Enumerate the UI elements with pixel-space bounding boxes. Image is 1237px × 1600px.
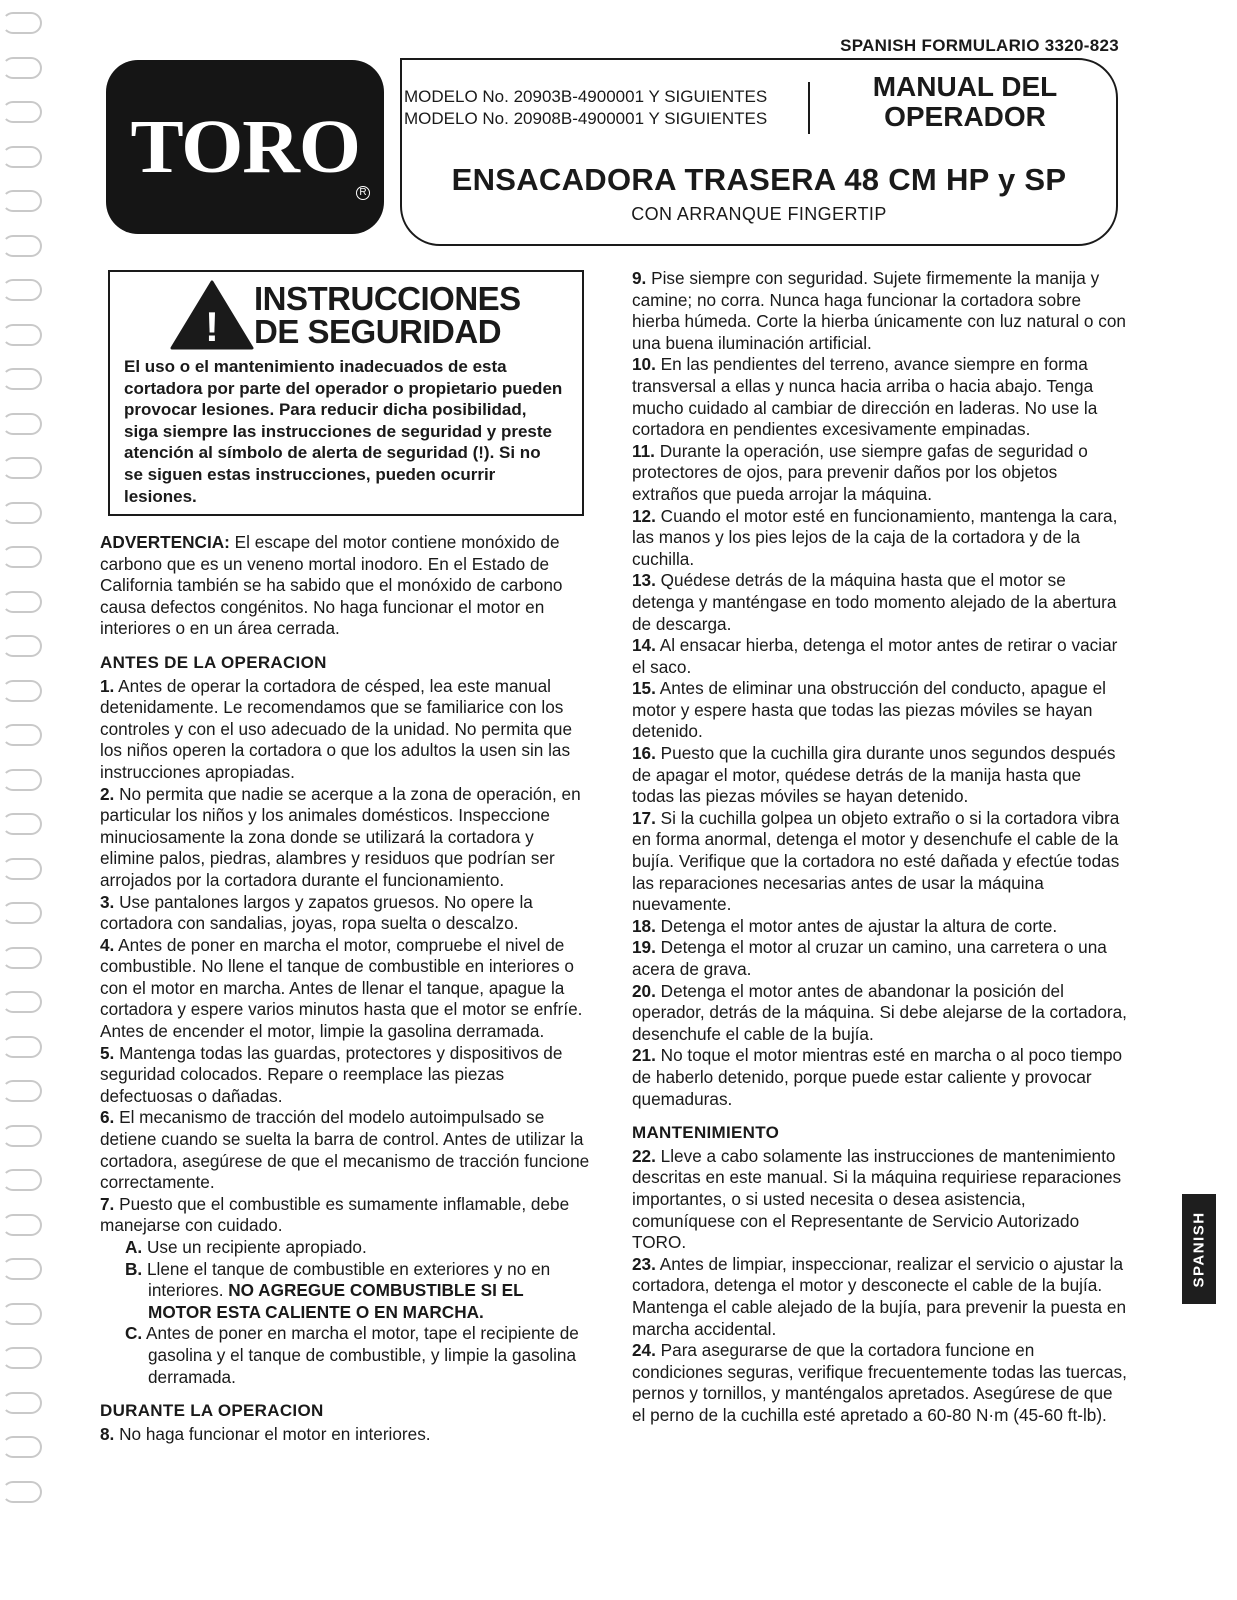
item-text: Lleve a cabo solamente las instrucciones de mantenimiento descritas en este manual. Si la máquina requiriese reparaciones importantes, o si usted necesita o desea asistencia, comuníquese con el Representante de Servicio Autorizado TORO. <box>632 1145 1122 1253</box>
item-number: 21. <box>632 1045 656 1066</box>
item-number: 23. <box>632 1253 656 1274</box>
warning-triangle-icon <box>170 280 254 350</box>
item-5 <box>100 1043 590 1108</box>
item-number: 3. <box>100 891 115 912</box>
item-12 <box>632 506 1127 571</box>
safety-title-line-1: INSTRUCCIONES <box>254 280 521 317</box>
item-2 <box>100 784 590 892</box>
item-21 <box>632 1045 1127 1110</box>
binding-hole <box>2 858 42 880</box>
toro-logo <box>106 60 384 234</box>
item-6 <box>100 1107 590 1193</box>
item-number: 8. <box>100 1423 115 1444</box>
item-number: 10. <box>632 354 656 375</box>
binding-hole <box>2 324 42 346</box>
section-heading-during: DURANTE LA OPERACION <box>100 1401 324 1421</box>
item-17 <box>632 808 1127 916</box>
item-14 <box>632 635 1127 678</box>
item-4 <box>100 935 590 1043</box>
item-number: 15. <box>632 678 656 699</box>
binding-hole <box>2 1080 42 1102</box>
item-text: Antes de eliminar una obstrucción del conducto, apague el motor y espere hasta que todas las piezas móviles se hayan detenido. <box>632 678 1106 742</box>
binding-hole <box>2 457 42 479</box>
item-text: No toque el motor mientras esté en marcha o al poco tiempo de haberlo detenido, porque puede estar caliente y provocar quemaduras. <box>632 1045 1123 1109</box>
right-column <box>632 268 1127 1426</box>
item-text: Cuando el motor esté en funcionamiento, mantenga la cara, las manos y los pies lejos de la caja de la cortadora y de la cuchilla. <box>632 505 1118 569</box>
item-number: 17. <box>632 807 656 828</box>
item-text: Durante la operación, use siempre gafas de seguridad o protectores de ojos, para prevenir daños por los objetos extraños que pueda arrojar la máquina. <box>632 440 1088 504</box>
binding-hole <box>2 1036 42 1058</box>
item-text: Mantenga todas las guardas, protectores y dispositivos de seguridad colocados. Repare o reemplace las piezas defectuosas o dañadas. <box>100 1042 563 1106</box>
language-tab <box>1182 1194 1216 1304</box>
item-9 <box>632 268 1127 354</box>
header-box <box>400 58 1118 246</box>
item-number: 1. <box>100 675 115 696</box>
item-letter: B. <box>125 1258 143 1279</box>
manual-title-line-2: OPERADOR <box>884 101 1046 132</box>
binding-hole <box>2 368 42 390</box>
binding-hole <box>2 769 42 791</box>
safety-text: El uso o el mantenimiento inadecuados de esta cortadora por parte del operador o propietario pueden provocar lesiones. Para reducir dicha posibilidad, siga siempre las instrucciones de seguridad y preste atención al símbolo de alerta de seguridad (!). Si no se siguen estas instrucciones, pueden ocurrir lesiones. <box>124 357 563 506</box>
item-text: Antes de operar la cortadora de césped, lea este manual detenidamente. Le recomendamos que se familiarice con los controles y con el uso adecuado de la unidad. No permita que los niños operen la cortadora o que los adultos la usen sin las instrucciones apropiadas. <box>100 675 573 782</box>
binding-holes <box>0 0 50 1600</box>
safety-title-line-2: DE SEGURIDAD <box>254 313 502 350</box>
binding-hole <box>2 146 42 168</box>
manual-title <box>812 72 1118 132</box>
binding-hole <box>2 991 42 1013</box>
item-16 <box>632 743 1127 808</box>
item-18 <box>632 916 1127 938</box>
item-text: Puesto que el combustible es sumamente inflamable, debe manejarse con cuidado. <box>100 1193 570 1236</box>
binding-hole <box>2 1392 42 1414</box>
model-line-1: MODELO No. 20903B-4900001 Y SIGUIENTES <box>404 87 768 106</box>
binding-hole <box>2 1481 42 1503</box>
safety-instructions-box <box>108 270 584 516</box>
item-24 <box>632 1340 1127 1426</box>
item-number: 20. <box>632 980 656 1001</box>
product-title: ENSACADORA TRASERA 48 CM HP y SP <box>451 162 1067 197</box>
item-text: Quédese detrás de la máquina hasta que el motor se detenga y manténgase en todo momento alejado de la abertura de descarga. <box>632 570 1117 634</box>
item-number: 12. <box>632 505 656 526</box>
model-line-2: MODELO No. 20908B-4900001 Y SIGUIENTES <box>404 109 768 128</box>
binding-hole <box>2 680 42 702</box>
binding-hole <box>2 1303 42 1325</box>
model-numbers <box>402 82 810 134</box>
item-7b <box>100 1259 590 1324</box>
binding-hole <box>2 1214 42 1236</box>
registered-mark: R <box>356 186 370 200</box>
binding-hole <box>2 57 42 79</box>
binding-hole <box>2 1347 42 1369</box>
item-number: 6. <box>100 1107 115 1128</box>
item-bold-text: NO AGREGUE COMBUSTIBLE SI EL MOTOR ESTA CALIENTE O EN MARCHA. <box>148 1280 524 1322</box>
item-text: El mecanismo de tracción del modelo autoimpulsado se detiene cuando se suelta la barra de control. Antes de utilizar la cortadora, asegúrese de que el mecanismo de tracción funcione correctamente. <box>100 1107 590 1193</box>
item-number: 14. <box>632 635 656 656</box>
item-number: 18. <box>632 915 656 936</box>
item-13 <box>632 570 1127 635</box>
binding-hole <box>2 1258 42 1280</box>
item-19 <box>632 937 1127 980</box>
binding-hole <box>2 190 42 212</box>
item-text: No permita que nadie se acerque a la zona de operación, en particular los niños y los animales domésticos. Inspeccione minuciosamente la zona donde se utilizará la cortadora y elimine palos, piedras, alambres y residuos que podrían ser arrojados por la cortadora durante el funcionamiento. <box>100 783 581 890</box>
item-22 <box>632 1146 1127 1254</box>
item-text: Antes de limpiar, inspeccionar, realizar el servicio o ajustar la cortadora, detenga el motor y desconecte el cable de la bujía. Mantenga el cable alejado de la bujía, para prevenir la puesta en marcha accidental. <box>632 1253 1127 1339</box>
item-number: 2. <box>100 783 115 804</box>
binding-hole <box>2 813 42 835</box>
item-number: 24. <box>632 1340 656 1361</box>
item-letter: A. <box>125 1237 143 1257</box>
binding-hole <box>2 413 42 435</box>
binding-hole <box>2 1125 42 1147</box>
item-15 <box>632 678 1127 743</box>
binding-hole <box>2 1169 42 1191</box>
item-text: Llene el tanque de combustible en exteriores y no en interiores. <box>142 1258 551 1301</box>
item-text: Antes de poner en marcha el motor, compruebe el nivel de combustible. No llene el tanque de combustible en interiores o con el motor en marcha. Antes de llenar el tanque, apague la cortadora y espere varios minutos hasta que el motor se enfríe. Antes de encender el motor, limpie la gasolina derramada. <box>100 934 583 1042</box>
item-text: Pise siempre con seguridad. Sujete firmemente la manija y camine; no corra. Nunca haga funcionar la cortadora sobre hierba húmeda. Corte la hierba únicamente con luz natural o con una buena iluminación artificial. <box>632 268 1126 353</box>
binding-hole <box>2 546 42 568</box>
item-7a <box>100 1237 590 1259</box>
item-1 <box>100 676 590 784</box>
manual-title-line-1: MANUAL DEL <box>872 71 1058 102</box>
item-text: En las pendientes del terreno, avance siempre en forma transversal a ellas y nunca hacia arriba o hacia abajo. Tenga mucho cuidado al cambiar de dirección en laderas. No use la cortadora en pendientes excesivamente empinadas. <box>632 354 1098 440</box>
logo-text: TORO <box>130 104 360 189</box>
language-tab-label: SPANISH <box>1190 1210 1208 1288</box>
warning-label: ADVERTENCIA: <box>100 532 230 552</box>
binding-hole <box>2 279 42 301</box>
item-number: 11. <box>632 440 655 461</box>
form-code: SPANISH FORMULARIO 3320-823 <box>840 36 1119 55</box>
product-subtitle: CON ARRANQUE FINGERTIP <box>631 204 887 224</box>
item-number: 19. <box>632 937 656 958</box>
binding-hole <box>2 1436 42 1458</box>
item-7c <box>100 1323 590 1388</box>
item-number: 16. <box>632 743 656 764</box>
item-number: 5. <box>100 1042 115 1063</box>
item-text: Detenga el motor al cruzar un camino, una carretera o una acera de grava. <box>632 937 1107 979</box>
safety-title <box>254 282 521 348</box>
warning-text: El escape del motor contiene monóxido de carbono que es un veneno mortal inodoro. En el Estado de California también se ha sabido que el monóxido de carbono causa defectos congénitos. No haga funcionar el motor en interiores o en un área cerrada. <box>100 532 563 639</box>
item-11 <box>632 441 1127 506</box>
item-8 <box>100 1424 590 1446</box>
item-text: Antes de poner en marcha el motor, tape el recipiente de gasolina y el tanque de combustible, y limpie la gasolina derramada. <box>142 1323 579 1387</box>
item-text: Al ensacar hierba, detenga el motor antes de retirar o vaciar el saco. <box>632 635 1118 677</box>
item-number: 22. <box>632 1145 656 1166</box>
section-heading-before: ANTES DE LA OPERACION <box>100 652 327 672</box>
item-3 <box>100 892 590 935</box>
item-text: Si la cuchilla golpea un objeto extraño o si la cortadora vibra en forma anormal, detenga el motor y desenchufe el cable de la bujía. Verifique que la cortadora no esté dañada y efectúe todas las reparaciones necesarias antes de usar la máquina nuevamente. <box>632 807 1120 915</box>
left-column <box>100 532 590 1445</box>
item-20 <box>632 981 1127 1046</box>
binding-hole <box>2 902 42 924</box>
item-number: 7. <box>100 1193 115 1214</box>
item-text: Detenga el motor antes de ajustar la altura de corte. <box>655 915 1058 936</box>
section-heading-maintenance: MANTENIMIENTO <box>632 1123 780 1143</box>
item-text: No haga funcionar el motor en interiores. <box>114 1423 431 1444</box>
item-text: Para asegurarse de que la cortadora funcione en condiciones seguras, verifique frecuentemente todas las tuercas, pernos y tornillos, y manténgalos apretados. Asegúrese de que el perno de la cuchilla esté apretado a 60-80 N·m (45-60 ft-lb). <box>632 1340 1127 1425</box>
warning-paragraph <box>100 532 590 640</box>
warning-mark: ! <box>205 303 219 350</box>
item-text: Puesto que la cuchilla gira durante unos segundos después de apagar el motor, quédese detrás de la manija hasta que todas las piezas móviles se hayan detenido. <box>632 743 1116 807</box>
item-number: 4. <box>100 934 115 955</box>
item-letter: C. <box>125 1323 143 1344</box>
item-number: 13. <box>632 570 656 591</box>
item-text: Use pantalones largos y zapatos gruesos. No opere la cortadora con sandalias, joyas, ropa suelta o descalzo. <box>100 891 533 934</box>
binding-hole <box>2 235 42 257</box>
item-text: Detenga el motor antes de abandonar la posición del operador, detrás de la máquina. Si debe alejarse de la cortadora, desenchufe el cable de la bujía. <box>632 980 1127 1044</box>
binding-hole <box>2 101 42 123</box>
item-7 <box>100 1194 590 1237</box>
item-23 <box>632 1254 1127 1340</box>
binding-hole <box>2 724 42 746</box>
binding-hole <box>2 502 42 524</box>
binding-hole <box>2 12 42 34</box>
item-number: 9. <box>632 268 647 288</box>
binding-hole <box>2 635 42 657</box>
binding-hole <box>2 591 42 613</box>
item-text: Use un recipiente apropiado. <box>142 1237 367 1257</box>
item-10 <box>632 354 1127 440</box>
binding-hole <box>2 947 42 969</box>
